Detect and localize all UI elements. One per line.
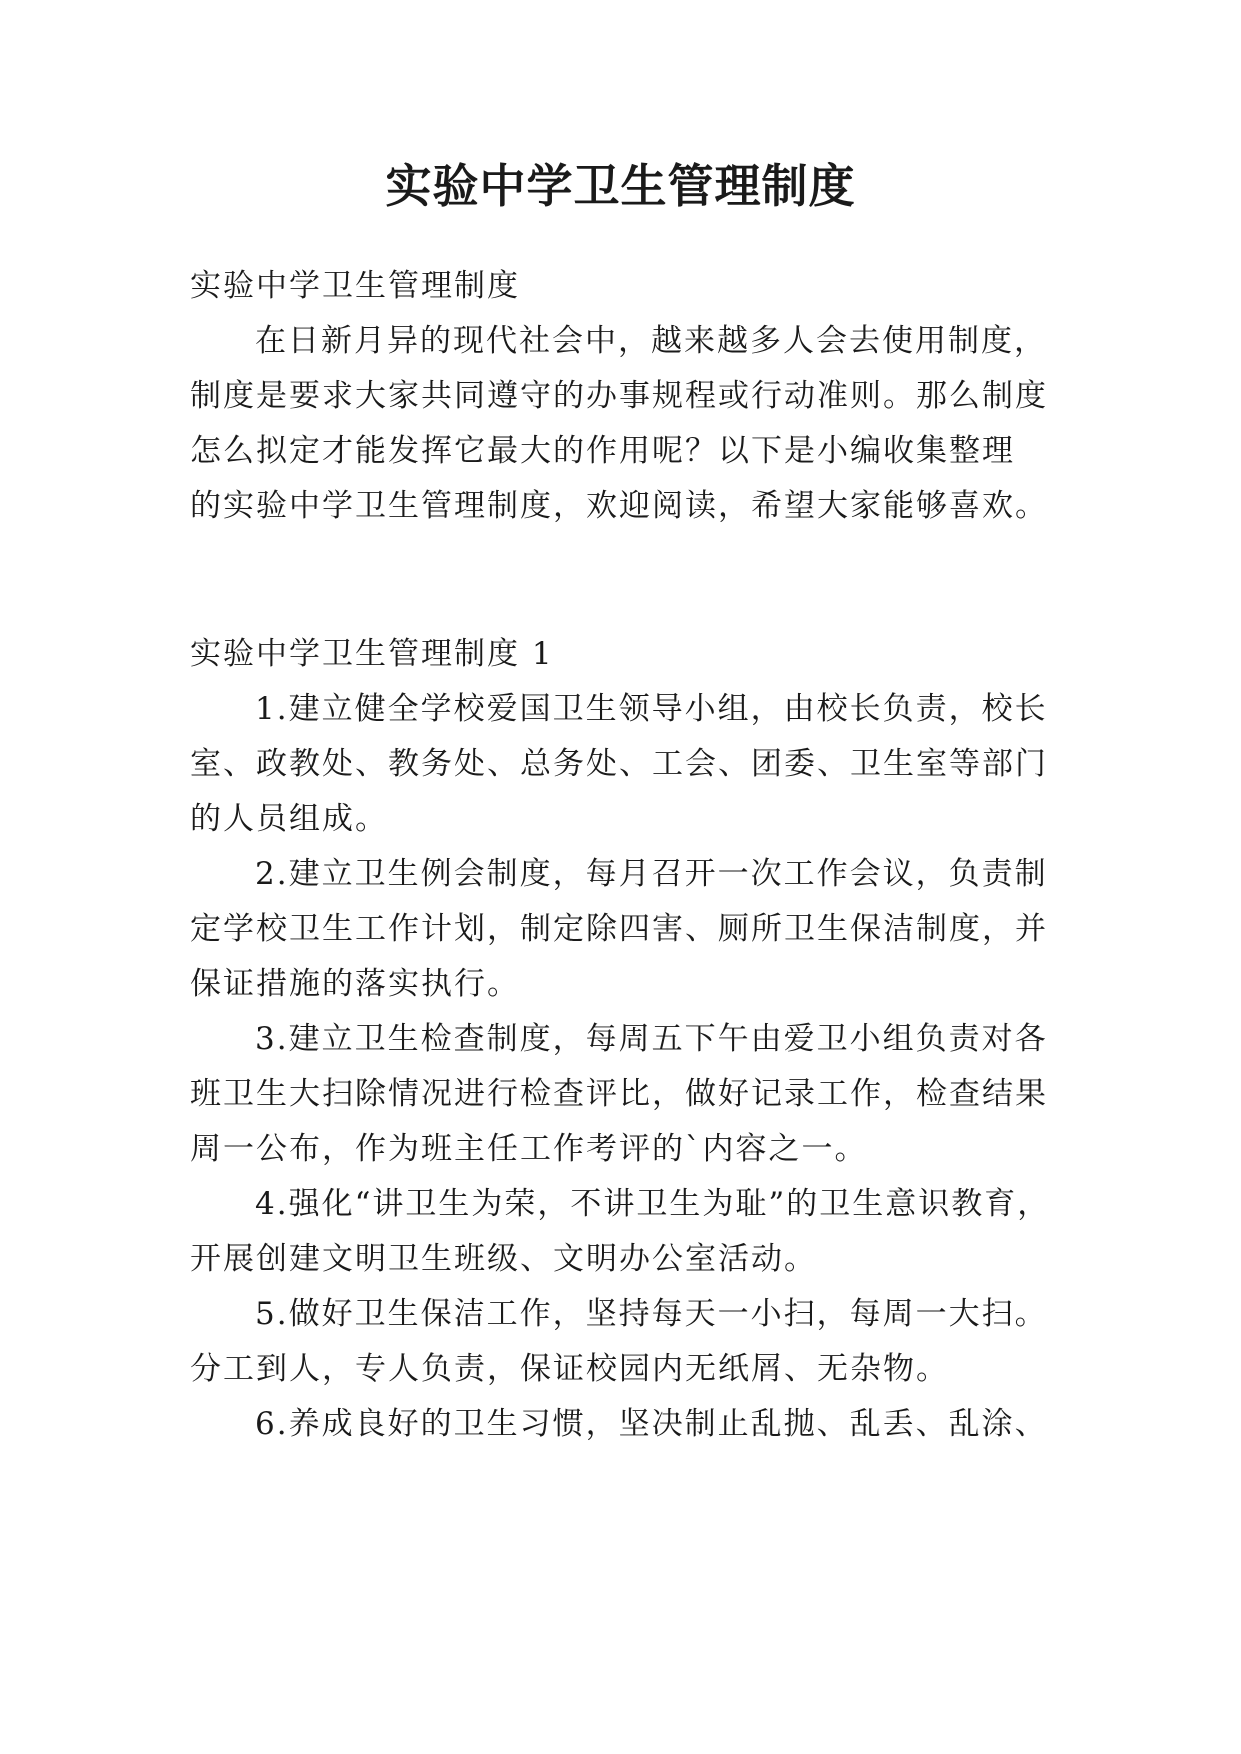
item-line: 保证措施的落实执行。 xyxy=(190,966,520,1002)
item-line: 2.建立卫生例会制度，每月召开一次工作会议，负责制 xyxy=(255,856,1048,892)
item-line: 分工到人，专人负责，保证校园内无纸屑、无杂物。 xyxy=(190,1351,949,1387)
item-line: 室、政教处、教务处、总务处、工会、团委、卫生室等部门 xyxy=(190,746,1048,782)
intro-line: 在日新月异的现代社会中，越来越多人会去使用制度， xyxy=(255,323,1047,359)
item-line: 班卫生大扫除情况进行检查评比，做好记录工作，检查结果 xyxy=(190,1076,1048,1112)
intro-line: 制度是要求大家共同遵守的办事规程或行动准则。那么制度 xyxy=(190,378,1048,414)
item-line: 周一公布，作为班主任工作考评的`内容之一。 xyxy=(190,1131,868,1167)
item-line: 6.养成良好的卫生习惯，坚决制止乱抛、乱丢、乱涂、 xyxy=(255,1406,1048,1442)
item-line: 开展创建文明卫生班级、文明办公室活动。 xyxy=(190,1241,817,1277)
intro-line: 怎么拟定才能发挥它最大的作用呢？以下是小编收集整理 xyxy=(190,433,1015,469)
item-line: 的人员组成。 xyxy=(190,801,388,837)
item-line: 4.强化“讲卫生为荣，不讲卫生为耻”的卫生意识教育， xyxy=(255,1186,1051,1222)
section-heading: 实验中学卫生管理制度 1 xyxy=(190,636,554,672)
item-line: 定学校卫生工作计划，制定除四害、厕所卫生保洁制度，并 xyxy=(190,911,1048,947)
intro-line: 的实验中学卫生管理制度，欢迎阅读，希望大家能够喜欢。 xyxy=(190,488,1048,524)
item-line: 1.建立健全学校爱国卫生领导小组，由校长负责，校长 xyxy=(255,691,1048,727)
item-line: 3.建立卫生检查制度，每周五下午由爱卫小组负责对各 xyxy=(255,1021,1048,1057)
document-subtitle: 实验中学卫生管理制度 xyxy=(190,268,520,304)
item-line: 5.做好卫生保洁工作，坚持每天一小扫，每周一大扫。 xyxy=(255,1296,1048,1332)
document-title: 实验中学卫生管理制度 xyxy=(385,159,856,213)
